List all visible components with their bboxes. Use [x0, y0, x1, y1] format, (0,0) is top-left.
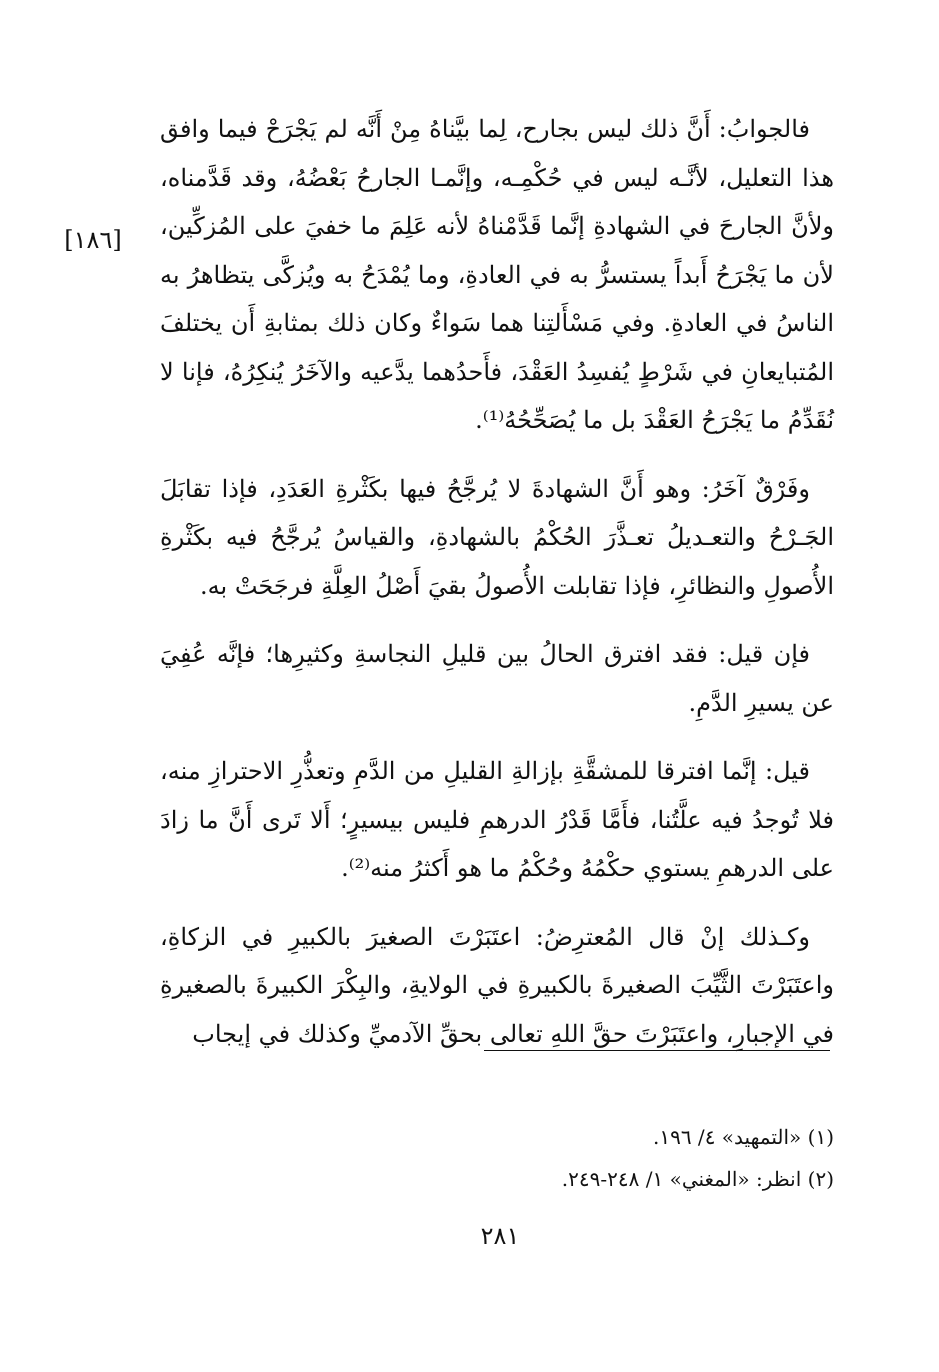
- margin-reference: [١٨٦]: [64, 226, 122, 254]
- main-text: [160, 105, 834, 1078]
- footnote-separator: [484, 1050, 830, 1051]
- footnotes: [160, 1116, 834, 1200]
- paragraph-5: وكـذلك إنْ قال المُعترِضُ: اعتَبَرْتَ الصغيرَ بالكبيرِ في الزكاةِ، واعتَبَرْتَ الثَّيِّبَ الصغيرةَ بالكبيرةِ في الولايةِ، والبِكْرَ الكبيرةَ بالصغيرةِ في الإجبارِ، واعتَبَرْتَ حقَّ اللهِ تعالى بحقِّ الآدميِّ وكذلك في إيجاب: [160, 922, 834, 1048]
- paragraph-4: قيل: إنَّما افترقا للمشقَّةِ بإزالةِ القليلِ من الدَّمِ وتعذُّرِ الاحترازِ منه، فلا تُوجدُ فيه علَّتُنا، فأَمَّا قَدْرُ الدرهمِ فليس بيسيرٍ؛ أَلا تَرى أَنَّ ما زادَ على الدرهمِ يستوي حكْمُهُ وحُكْمُ ما هو أَكثرُ منه⁽²⁾.: [160, 757, 834, 882]
- footnote-1: (١) «التمهيد» ٤/ ١٩٦.: [652, 1125, 834, 1149]
- footnote-2: (٢) انظر: «المغني» ١/ ٢٤٨-٢٤٩.: [561, 1167, 834, 1191]
- paragraph-3: فإن قيل: فقد افترق الحالُ بين قليلِ النجاسةِ وكثيرِها؛ فإنَّه عُفِيَ عن يسيرِ الدَّمِ.: [160, 640, 834, 717]
- paragraph-2: وفَرْقٌ آخَرُ: وهو أَنَّ الشهادةَ لا يُرجَّحُ فيها بكَثْرةِ العَدَدِ، فإذا تقابَلَ الجَـرْحُ والتعـديلُ تعـذَّرَ الحُكْمُ بالشهادةِ، والقياسُ يُرجَّحُ فيه بكَثْرةِ الأُصولِ والنظائرِ، فإذا تقابلت الأُصولُ بقيَ أَصْلُ العِلَّةِ فرجَحَتْ به.: [160, 474, 834, 600]
- paragraph-1: فالجوابُ: أَنَّ ذلك ليس بجارح، لِما بيَّناهُ مِنْ أَنَّه لم يَجْرَحْ فيما وافق هذا التعليل، لأنَّـه ليس في حُكْمِـه، وإنَّمـا الجارحُ بَعْضُهُ، وقد قَدَّمناه، ولأنَّ الجارحَ في الشهادةِ إنَّما قَدَّمْناهُ لأنه عَلِمَ ما خفيَ على المُزكِّين، لأن ما يَجْرَحُ أَبداً يستسرُّ به في العادةِ، وما يُمْدَحُ به ويُزكَّى يتظاهرُ به الناسُ في العادةِ. وفي مَسْأَلتِنا هما سَواءٌ وكان ذلك بمثابةِ أَن يختلفَ المُتبايعانِ في شَرْطٍ يُفسِدُ العَقْدَ، فأَحدُهما يدَّعيه والآخَرُ يُنكِرُهُ، فإنا لا نُقَدِّمُ ما يَجْرَحُ العَقْدَ بل ما يُصَحِّحُهُ⁽¹⁾.: [160, 115, 835, 434]
- page-number: ٢٨١: [480, 1222, 520, 1250]
